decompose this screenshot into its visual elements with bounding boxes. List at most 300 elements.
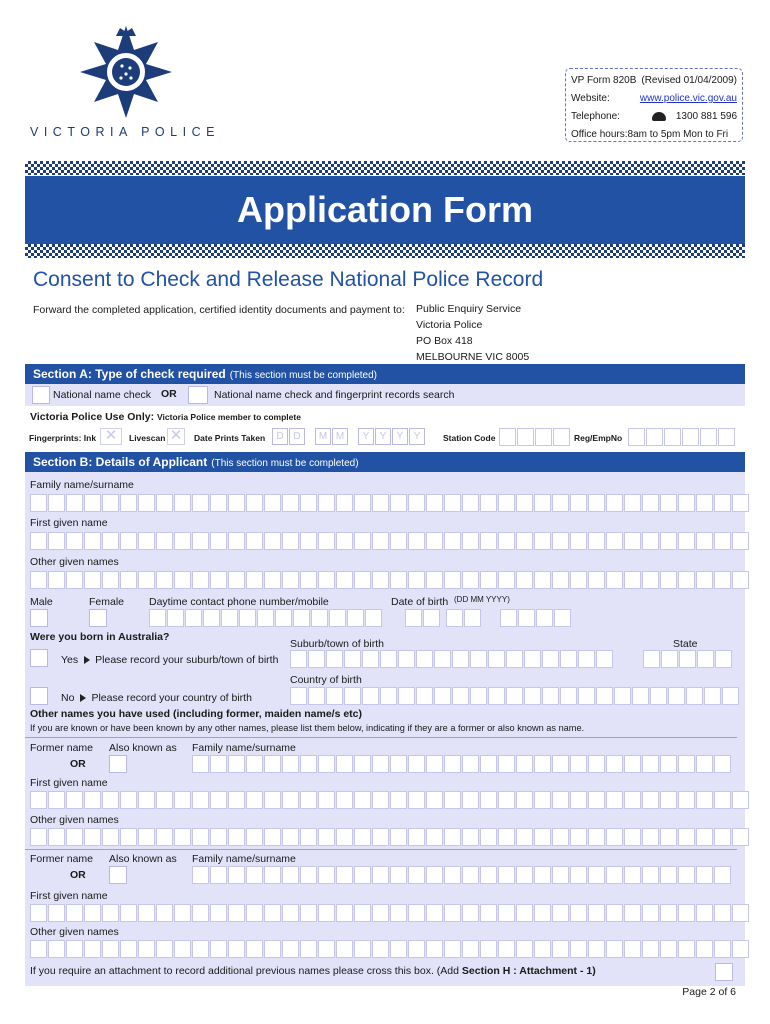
character-box[interactable] [642, 791, 659, 809]
character-box[interactable] [660, 494, 677, 512]
born-yes-checkbox[interactable] [30, 649, 48, 667]
character-box[interactable] [660, 571, 677, 589]
date-digit-box[interactable]: M [315, 428, 331, 445]
character-box[interactable] [246, 494, 263, 512]
character-box[interactable] [480, 532, 497, 550]
character-box[interactable] [732, 571, 749, 589]
character-box[interactable] [210, 791, 227, 809]
character-box[interactable] [408, 494, 425, 512]
character-box[interactable] [290, 687, 307, 705]
date-digit-box[interactable]: Y [409, 428, 425, 445]
character-box[interactable] [696, 494, 713, 512]
character-box[interactable] [398, 687, 415, 705]
character-box[interactable] [398, 650, 415, 668]
character-box[interactable] [210, 940, 227, 958]
character-box[interactable] [660, 791, 677, 809]
character-box[interactable] [434, 687, 451, 705]
character-box[interactable] [282, 828, 299, 846]
character-box[interactable] [606, 494, 623, 512]
character-box[interactable] [192, 940, 209, 958]
state-input[interactable] [643, 650, 733, 668]
character-box[interactable] [138, 904, 155, 922]
character-box[interactable] [534, 904, 551, 922]
character-box[interactable] [660, 532, 677, 550]
character-box[interactable] [120, 571, 137, 589]
character-box[interactable] [408, 828, 425, 846]
character-box[interactable] [66, 532, 83, 550]
date-digit-box[interactable]: M [332, 428, 348, 445]
character-box[interactable] [329, 609, 346, 627]
character-box[interactable] [704, 687, 721, 705]
character-box[interactable] [588, 571, 605, 589]
character-box[interactable] [282, 791, 299, 809]
character-box[interactable] [246, 571, 263, 589]
character-box[interactable] [336, 755, 353, 773]
character-box[interactable] [696, 532, 713, 550]
character-box[interactable] [192, 494, 209, 512]
character-box[interactable] [264, 904, 281, 922]
female-checkbox[interactable] [89, 609, 107, 627]
character-box[interactable] [464, 609, 481, 627]
born-no-checkbox[interactable] [30, 687, 48, 705]
character-box[interactable] [30, 532, 47, 550]
character-box[interactable] [362, 687, 379, 705]
character-box[interactable] [192, 904, 209, 922]
character-box[interactable] [642, 755, 659, 773]
character-box[interactable] [156, 571, 173, 589]
character-box[interactable] [660, 904, 677, 922]
character-box[interactable] [552, 791, 569, 809]
character-box[interactable] [156, 940, 173, 958]
character-box[interactable] [120, 791, 137, 809]
character-box[interactable] [84, 532, 101, 550]
character-box[interactable] [606, 940, 623, 958]
character-box[interactable] [426, 755, 443, 773]
character-box[interactable] [326, 687, 343, 705]
character-box[interactable] [336, 571, 353, 589]
former-family-name-input[interactable] [192, 866, 732, 884]
character-box[interactable] [732, 828, 749, 846]
character-box[interactable] [552, 755, 569, 773]
character-box[interactable] [426, 828, 443, 846]
character-box[interactable] [300, 494, 317, 512]
character-box[interactable] [462, 755, 479, 773]
character-box[interactable] [318, 571, 335, 589]
character-box[interactable] [300, 828, 317, 846]
also-known-checkbox[interactable] [109, 866, 127, 884]
character-box[interactable] [444, 494, 461, 512]
character-box[interactable] [714, 904, 731, 922]
character-box[interactable] [570, 828, 587, 846]
character-box[interactable] [416, 687, 433, 705]
character-box[interactable] [498, 755, 515, 773]
character-box[interactable] [423, 609, 440, 627]
character-box[interactable] [732, 940, 749, 958]
character-box[interactable] [426, 866, 443, 884]
character-box[interactable] [120, 828, 137, 846]
character-box[interactable] [732, 904, 749, 922]
character-box[interactable] [552, 532, 569, 550]
character-box[interactable] [156, 904, 173, 922]
character-box[interactable] [246, 755, 263, 773]
character-box[interactable] [426, 532, 443, 550]
character-box[interactable] [228, 571, 245, 589]
former-other-names-input[interactable] [30, 828, 750, 846]
dob-day-input[interactable] [405, 609, 441, 627]
character-box[interactable] [354, 940, 371, 958]
character-box[interactable] [660, 828, 677, 846]
character-box[interactable] [426, 940, 443, 958]
character-box[interactable] [624, 904, 641, 922]
character-box[interactable] [732, 791, 749, 809]
character-box[interactable] [228, 940, 245, 958]
character-box[interactable] [524, 687, 541, 705]
character-box[interactable] [596, 650, 613, 668]
character-box[interactable] [192, 755, 209, 773]
character-box[interactable] [192, 828, 209, 846]
character-box[interactable] [588, 755, 605, 773]
character-box[interactable] [48, 828, 65, 846]
character-box[interactable] [480, 755, 497, 773]
character-box[interactable] [318, 828, 335, 846]
male-checkbox[interactable] [30, 609, 48, 627]
character-box[interactable] [174, 494, 191, 512]
character-box[interactable] [308, 650, 325, 668]
character-box[interactable] [239, 609, 256, 627]
character-box[interactable] [290, 650, 307, 668]
character-box[interactable] [480, 904, 497, 922]
character-box[interactable] [606, 866, 623, 884]
character-box[interactable] [246, 904, 263, 922]
character-box[interactable] [30, 791, 47, 809]
character-box[interactable] [462, 532, 479, 550]
character-box[interactable] [390, 791, 407, 809]
character-box[interactable] [300, 904, 317, 922]
phone-input[interactable] [149, 609, 383, 627]
character-box[interactable] [696, 755, 713, 773]
character-box[interactable] [444, 940, 461, 958]
character-box[interactable] [516, 494, 533, 512]
character-box[interactable] [210, 904, 227, 922]
character-box[interactable] [534, 571, 551, 589]
character-box[interactable] [570, 940, 587, 958]
character-box[interactable] [318, 755, 335, 773]
also-known-checkbox[interactable] [109, 755, 127, 773]
character-box[interactable] [498, 791, 515, 809]
character-box[interactable] [588, 866, 605, 884]
character-box[interactable] [696, 904, 713, 922]
character-box[interactable] [138, 532, 155, 550]
character-box[interactable] [210, 494, 227, 512]
character-box[interactable] [336, 866, 353, 884]
character-box[interactable] [84, 828, 101, 846]
date-digit-box[interactable]: D [272, 428, 288, 445]
character-box[interactable] [516, 755, 533, 773]
reg-emp-boxes[interactable] [628, 428, 736, 446]
character-box[interactable] [300, 532, 317, 550]
character-box[interactable] [282, 866, 299, 884]
character-box[interactable] [732, 532, 749, 550]
character-box[interactable] [498, 532, 515, 550]
character-box[interactable] [714, 866, 731, 884]
character-box[interactable] [246, 828, 263, 846]
character-box[interactable] [444, 866, 461, 884]
character-box[interactable] [264, 532, 281, 550]
character-box[interactable] [210, 828, 227, 846]
other-given-names-input[interactable] [30, 571, 750, 589]
character-box[interactable] [30, 940, 47, 958]
character-box[interactable] [138, 791, 155, 809]
character-box[interactable] [48, 532, 65, 550]
character-box[interactable] [542, 687, 559, 705]
character-box[interactable] [416, 650, 433, 668]
character-box[interactable] [264, 791, 281, 809]
character-box[interactable] [408, 532, 425, 550]
character-box[interactable] [534, 532, 551, 550]
character-box[interactable] [380, 687, 397, 705]
character-box[interactable] [347, 609, 364, 627]
character-box[interactable] [84, 571, 101, 589]
character-box[interactable] [174, 532, 191, 550]
character-box[interactable] [462, 828, 479, 846]
character-box[interactable] [408, 571, 425, 589]
character-box[interactable] [624, 828, 641, 846]
character-box[interactable] [354, 571, 371, 589]
character-box[interactable] [578, 687, 595, 705]
character-box[interactable] [426, 904, 443, 922]
character-box[interactable] [624, 940, 641, 958]
character-box[interactable] [606, 904, 623, 922]
character-box[interactable] [390, 904, 407, 922]
website-link[interactable]: www.police.vic.gov.au [639, 93, 737, 104]
character-box[interactable] [102, 532, 119, 550]
character-box[interactable] [570, 494, 587, 512]
character-box[interactable] [228, 866, 245, 884]
character-box[interactable] [66, 940, 83, 958]
character-box[interactable] [408, 791, 425, 809]
character-box[interactable] [282, 494, 299, 512]
character-box[interactable] [500, 609, 517, 627]
character-box[interactable] [498, 828, 515, 846]
date-digit-box[interactable]: Y [392, 428, 408, 445]
character-box[interactable] [48, 940, 65, 958]
character-box[interactable] [516, 791, 533, 809]
character-box[interactable] [246, 791, 263, 809]
character-box[interactable] [624, 866, 641, 884]
character-box[interactable] [488, 687, 505, 705]
character-box[interactable] [578, 650, 595, 668]
character-box[interactable] [167, 609, 184, 627]
character-box[interactable] [444, 791, 461, 809]
character-box[interactable] [426, 791, 443, 809]
character-box[interactable] [554, 609, 571, 627]
character-box[interactable] [714, 571, 731, 589]
character-box[interactable] [480, 940, 497, 958]
character-box[interactable] [534, 940, 551, 958]
character-box[interactable] [257, 609, 274, 627]
character-box[interactable] [570, 791, 587, 809]
character-box[interactable] [390, 755, 407, 773]
character-box[interactable] [534, 791, 551, 809]
character-box[interactable] [588, 828, 605, 846]
livescan-checkbox[interactable]: ✕ [167, 428, 185, 445]
character-box[interactable] [318, 791, 335, 809]
character-box[interactable] [444, 755, 461, 773]
character-box[interactable] [588, 532, 605, 550]
character-box[interactable] [174, 791, 191, 809]
character-box[interactable] [372, 532, 389, 550]
character-box[interactable] [678, 532, 695, 550]
character-box[interactable] [697, 650, 714, 668]
character-box[interactable] [498, 494, 515, 512]
character-box[interactable] [300, 791, 317, 809]
character-box[interactable] [84, 940, 101, 958]
character-box[interactable] [405, 609, 422, 627]
character-box[interactable] [210, 755, 227, 773]
character-box[interactable] [336, 828, 353, 846]
character-box[interactable] [588, 494, 605, 512]
character-box[interactable] [516, 571, 533, 589]
character-box[interactable] [614, 687, 631, 705]
character-box[interactable] [336, 791, 353, 809]
character-box[interactable] [570, 904, 587, 922]
character-box[interactable] [660, 866, 677, 884]
character-box[interactable] [506, 687, 523, 705]
character-box[interactable] [318, 904, 335, 922]
fingerprint-check-checkbox[interactable] [188, 386, 208, 404]
character-box[interactable] [642, 571, 659, 589]
character-box[interactable] [678, 494, 695, 512]
character-box[interactable] [606, 755, 623, 773]
character-box[interactable] [120, 532, 137, 550]
character-box[interactable] [318, 940, 335, 958]
character-box[interactable] [365, 609, 382, 627]
character-box[interactable] [210, 571, 227, 589]
ink-checkbox[interactable]: ✕ [100, 428, 122, 445]
character-box[interactable] [732, 494, 749, 512]
station-code-boxes[interactable] [499, 428, 571, 446]
character-box[interactable] [174, 904, 191, 922]
character-box[interactable] [246, 940, 263, 958]
character-box[interactable] [524, 650, 541, 668]
character-box[interactable] [372, 494, 389, 512]
character-box[interactable] [372, 940, 389, 958]
character-box[interactable] [354, 866, 371, 884]
character-box[interactable] [149, 609, 166, 627]
character-box[interactable] [570, 866, 587, 884]
date-digit-box[interactable]: Y [358, 428, 374, 445]
character-box[interactable] [606, 791, 623, 809]
character-box[interactable] [661, 650, 678, 668]
character-box[interactable] [138, 571, 155, 589]
character-box[interactable] [498, 904, 515, 922]
national-name-check-checkbox[interactable] [32, 386, 50, 404]
character-box[interactable] [66, 791, 83, 809]
character-box[interactable] [488, 650, 505, 668]
character-box[interactable] [318, 494, 335, 512]
character-box[interactable] [138, 494, 155, 512]
character-box[interactable] [246, 532, 263, 550]
character-box[interactable] [48, 904, 65, 922]
character-box[interactable] [185, 609, 202, 627]
character-box[interactable] [84, 904, 101, 922]
character-box[interactable] [679, 650, 696, 668]
character-box[interactable] [66, 904, 83, 922]
character-box[interactable] [570, 755, 587, 773]
character-box[interactable] [444, 904, 461, 922]
character-box[interactable] [228, 755, 245, 773]
character-box[interactable] [372, 866, 389, 884]
character-box[interactable] [470, 687, 487, 705]
character-box[interactable] [678, 940, 695, 958]
character-box[interactable] [588, 940, 605, 958]
country-input[interactable] [290, 687, 740, 705]
character-box[interactable] [632, 687, 649, 705]
character-box[interactable] [372, 755, 389, 773]
character-box[interactable] [624, 532, 641, 550]
character-box[interactable] [246, 866, 263, 884]
character-box[interactable] [480, 791, 497, 809]
character-box[interactable] [282, 571, 299, 589]
character-box[interactable] [156, 791, 173, 809]
character-box[interactable] [120, 494, 137, 512]
character-box[interactable] [264, 494, 281, 512]
character-box[interactable] [372, 791, 389, 809]
character-box[interactable] [308, 687, 325, 705]
character-box[interactable] [354, 791, 371, 809]
former-family-name-input[interactable] [192, 755, 732, 773]
character-box[interactable] [66, 494, 83, 512]
character-box[interactable] [642, 904, 659, 922]
character-box[interactable] [552, 571, 569, 589]
character-box[interactable] [102, 940, 119, 958]
character-box[interactable] [516, 532, 533, 550]
character-box[interactable] [624, 571, 641, 589]
character-box[interactable] [678, 904, 695, 922]
character-box[interactable] [722, 687, 739, 705]
character-box[interactable] [552, 866, 569, 884]
character-box[interactable] [354, 755, 371, 773]
character-box[interactable] [480, 571, 497, 589]
character-box[interactable] [138, 828, 155, 846]
character-box[interactable] [120, 940, 137, 958]
character-box[interactable] [264, 755, 281, 773]
character-box[interactable] [696, 940, 713, 958]
character-box[interactable] [606, 571, 623, 589]
character-box[interactable] [462, 571, 479, 589]
first-given-name-input[interactable] [30, 532, 750, 550]
character-box[interactable] [452, 687, 469, 705]
character-box[interactable] [408, 904, 425, 922]
character-box[interactable] [390, 828, 407, 846]
character-box[interactable] [560, 650, 577, 668]
character-box[interactable] [686, 687, 703, 705]
character-box[interactable] [192, 791, 209, 809]
character-box[interactable] [30, 904, 47, 922]
character-box[interactable] [588, 791, 605, 809]
character-box[interactable] [642, 532, 659, 550]
character-box[interactable] [462, 866, 479, 884]
character-box[interactable] [275, 609, 292, 627]
character-box[interactable] [462, 904, 479, 922]
character-box[interactable] [434, 650, 451, 668]
character-box[interactable] [696, 828, 713, 846]
character-box[interactable] [318, 532, 335, 550]
suburb-input[interactable] [290, 650, 614, 668]
character-box[interactable] [210, 532, 227, 550]
character-box[interactable] [84, 494, 101, 512]
character-box[interactable] [596, 687, 613, 705]
